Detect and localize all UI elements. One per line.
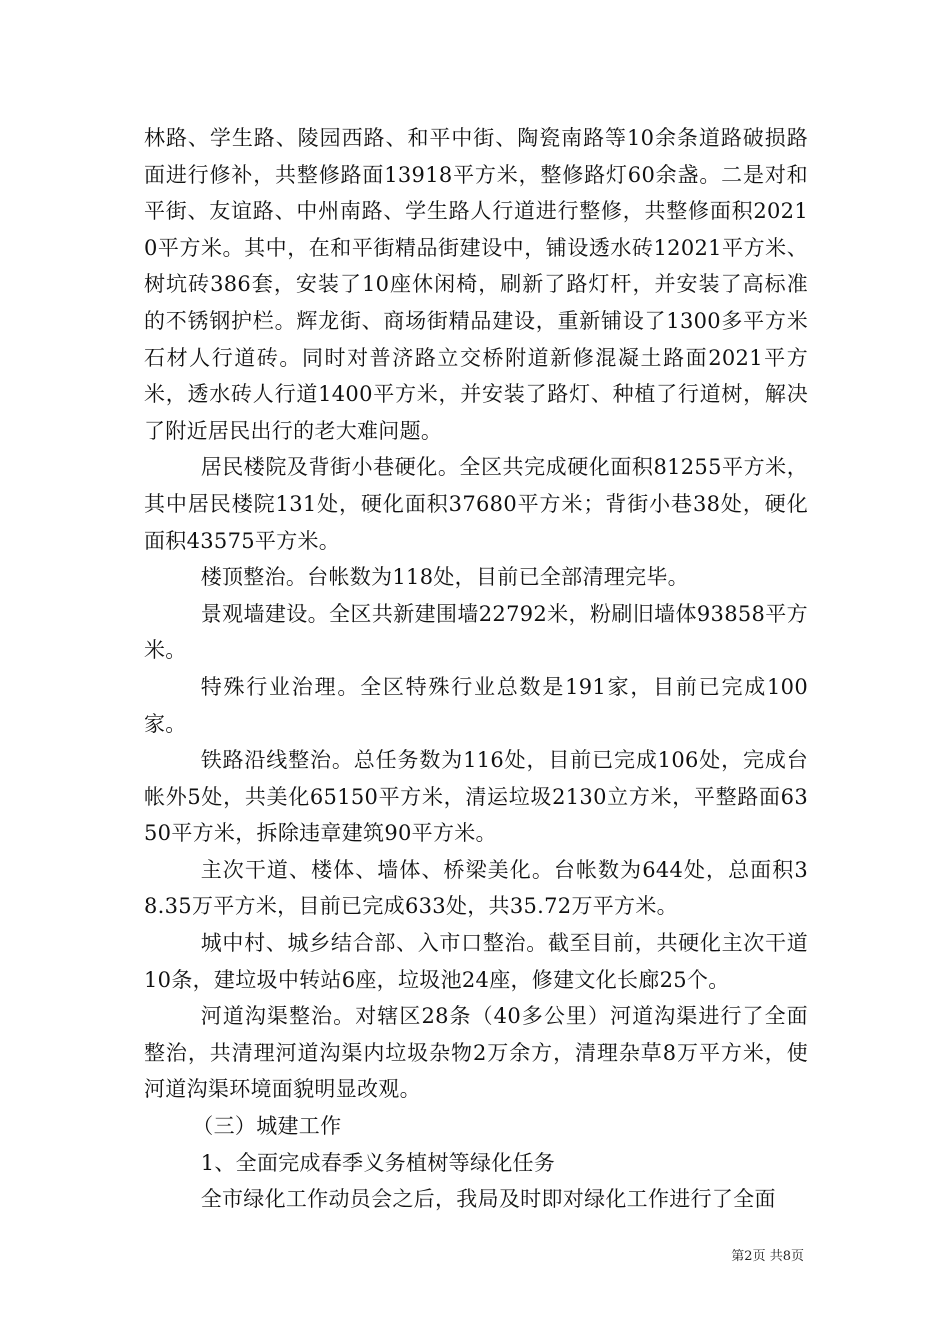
paragraph-beautify: 主次干道、楼体、墙体、桥梁美化。台帐数为644处，总面积38.35万平方米，目前已完成633处，共35.72万平方米。 bbox=[144, 857, 808, 919]
document-body bbox=[144, 120, 808, 1218]
subheading-greening-task: 1、全面完成春季义务植树等绿化任务 bbox=[200, 1150, 556, 1175]
page-number-footer bbox=[731, 1248, 804, 1266]
paragraph-urban-village: 城中村、城乡结合部、入市口整治。截至目前，共硬化主次干道10条，建垃圾中转站6座，垃圾池24座，修建文化长廊25个。 bbox=[144, 931, 808, 992]
footer-current-page: 2 bbox=[744, 1249, 753, 1264]
paragraph-special-industry: 特殊行业治理。全区特殊行业总数是191家，目前已完成100家。 bbox=[144, 674, 808, 736]
section-heading-urban-construction: （三）城建工作 bbox=[192, 1114, 342, 1139]
footer-suffix: 页 bbox=[790, 1249, 804, 1264]
paragraph-river: 河道沟渠整治。对辖区28条（40多公里）河道沟渠进行了全面整治，共清理河道沟渠内垃圾杂物2万余方，清理杂草8万平方米，使河道沟渠环境面貌明显改观。 bbox=[144, 1004, 808, 1102]
footer-total-pages: 8 bbox=[782, 1249, 791, 1264]
paragraph-rooftop: 楼顶整治。台帐数为118处，目前已全部清理完毕。 bbox=[200, 565, 689, 590]
paragraph-residential-hardening: 居民楼院及背街小巷硬化。全区共完成硬化面积81255平方米，其中居民楼院131处，硬化面积37680平方米；背街小巷38处，硬化面积43575平方米。 bbox=[144, 455, 808, 553]
footer-prefix: 第 bbox=[731, 1249, 745, 1264]
footer-middle: 页 共 bbox=[752, 1249, 783, 1264]
paragraph-landscape-wall: 景观墙建设。全区共新建围墙22792米，粉刷旧墙体93858平方米。 bbox=[144, 601, 808, 663]
paragraph-greening: 全市绿化工作动员会之后，我局及时即对绿化工作进行了全面 bbox=[200, 1187, 776, 1212]
paragraph-railway: 铁路沿线整治。总任务数为116处，目前已完成106处，完成台帐外5处，共美化65150平方米，清运垃圾2130立方米，平整路面6350平方米，拆除违章建筑90平方米。 bbox=[144, 748, 808, 846]
paragraph-road-repair: 林路、学生路、陵园西路、和平中街、陶瓷南路等10余条道路破损路面进行修补，共整修路面13918平方米，整修路灯60余盏。二是对和平街、友谊路、中州南路、学生路人行道进行整修，共整修面积20210平方米。其中，在和平街精品街建设中，铺设透水砖12021平方米、树坑砖386套，安装了10座休闲椅，刷新了路灯杆，并安装了高标准的不锈钢护栏。辉龙街、商场街精品建设，重新铺设了1300多平方米石材人行道砖。同时对普济路立交桥附道新修混凝土路面2021平方米，透水砖人行道1400平方米，并安装了路灯、种植了行道树，解决了附近居民出行的老大难问题。 bbox=[144, 126, 808, 443]
